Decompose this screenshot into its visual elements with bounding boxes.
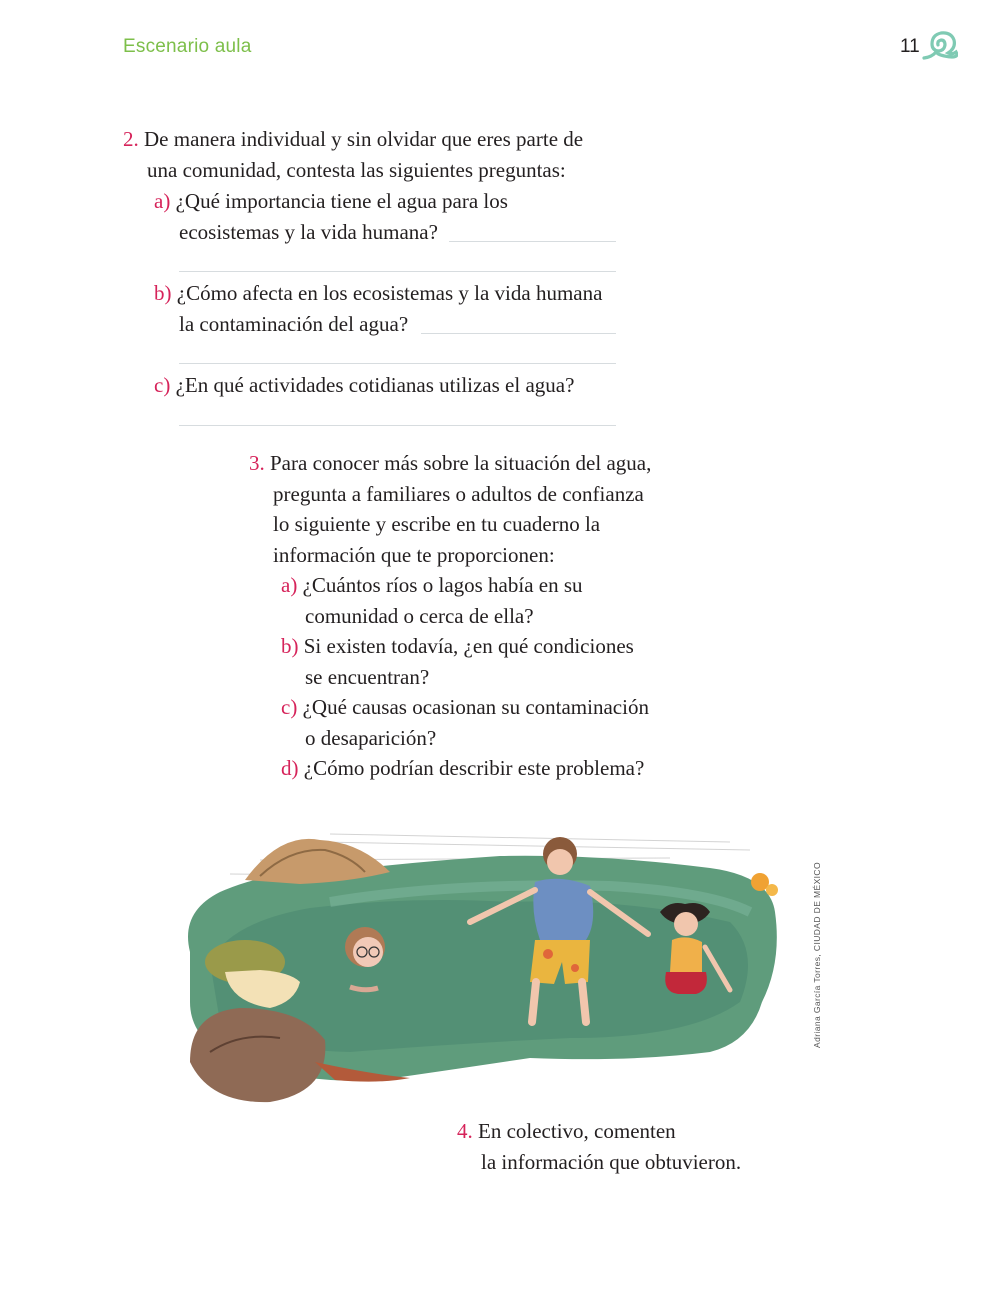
q3-intro-line1 xyxy=(249,448,651,478)
page-number: 11 xyxy=(900,36,920,57)
q3b-letter: b) xyxy=(281,634,299,658)
q3b-line1 xyxy=(281,631,634,661)
q2c-text-line1: ¿En qué actividades cotidianas utilizas el agua? xyxy=(175,373,575,397)
q3a-text-line1: ¿Cuántos ríos o lagos había en su xyxy=(302,573,583,597)
q2a-text-line1: ¿Qué importancia tiene el agua para los xyxy=(175,189,508,213)
q3-text-line1: Para conocer más sobre la situación del agua, xyxy=(270,451,652,475)
q3a-line1 xyxy=(281,570,583,600)
q2a-line1 xyxy=(154,186,508,216)
section-title: Escenario aula xyxy=(123,36,252,57)
q2c-answer-line[interactable] xyxy=(179,425,616,426)
q3d-line1 xyxy=(281,753,644,783)
pond-illustration xyxy=(150,812,795,1117)
q2b-answer-line-1[interactable] xyxy=(421,333,616,334)
q2a-answer-line-2[interactable] xyxy=(179,271,616,272)
q2c-letter: c) xyxy=(154,373,171,397)
q2a-line2: ecosistemas y la vida humana? xyxy=(179,220,438,244)
q2a-answer-line-1[interactable] xyxy=(449,241,616,242)
q3-intro-line3: lo siguiente y escribe en tu cuaderno la xyxy=(273,512,601,536)
q3d-letter: d) xyxy=(281,756,299,780)
q2-intro-line1 xyxy=(123,124,583,154)
q3-number: 3. xyxy=(249,451,265,475)
q3a-letter: a) xyxy=(281,573,298,597)
q3-intro-line4: información que te proporcionen: xyxy=(273,543,555,567)
q2b-line2: la contaminación del agua? xyxy=(179,312,409,336)
q2-number: 2. xyxy=(123,127,139,151)
q3a-line2: comunidad o cerca de ella? xyxy=(305,604,534,628)
snail-icon xyxy=(922,30,958,62)
q4-number: 4. xyxy=(457,1119,473,1143)
q2a-letter: a) xyxy=(154,189,171,213)
q3c-text-line1: ¿Qué causas ocasionan su contaminación xyxy=(302,695,649,719)
q3b-line2: se encuentran? xyxy=(305,665,430,689)
q2b-answer-line-2[interactable] xyxy=(179,363,616,364)
q3c-letter: c) xyxy=(281,695,298,719)
q2-text-line1: De manera individual y sin olvidar que eres parte de xyxy=(144,127,584,151)
q3c-line2: o desaparición? xyxy=(305,726,437,750)
q4-line2: la información que obtuvieron. xyxy=(481,1150,742,1174)
q3d-text-line1: ¿Cómo podrían describir este problema? xyxy=(303,756,645,780)
q4-line1 xyxy=(457,1116,676,1146)
q2b-text-line1: ¿Cómo afecta en los ecosistemas y la vida humana xyxy=(176,281,603,305)
q2b-letter: b) xyxy=(154,281,172,305)
q3c-line1 xyxy=(281,692,649,722)
q3b-text-line1: Si existen todavía, ¿en qué condiciones xyxy=(303,634,634,658)
q2b-line1 xyxy=(154,278,602,308)
q2-intro-line2: una comunidad, contesta las siguientes preguntas: xyxy=(147,158,566,182)
q3-intro-line2: pregunta a familiares o adultos de confianza xyxy=(273,482,644,506)
q4-text-line1: En colectivo, comenten xyxy=(478,1119,676,1143)
q2c-line1 xyxy=(154,370,574,400)
illustration-credit: Adriana García Torres, CIUDAD DE MÉXICO xyxy=(812,862,822,1048)
